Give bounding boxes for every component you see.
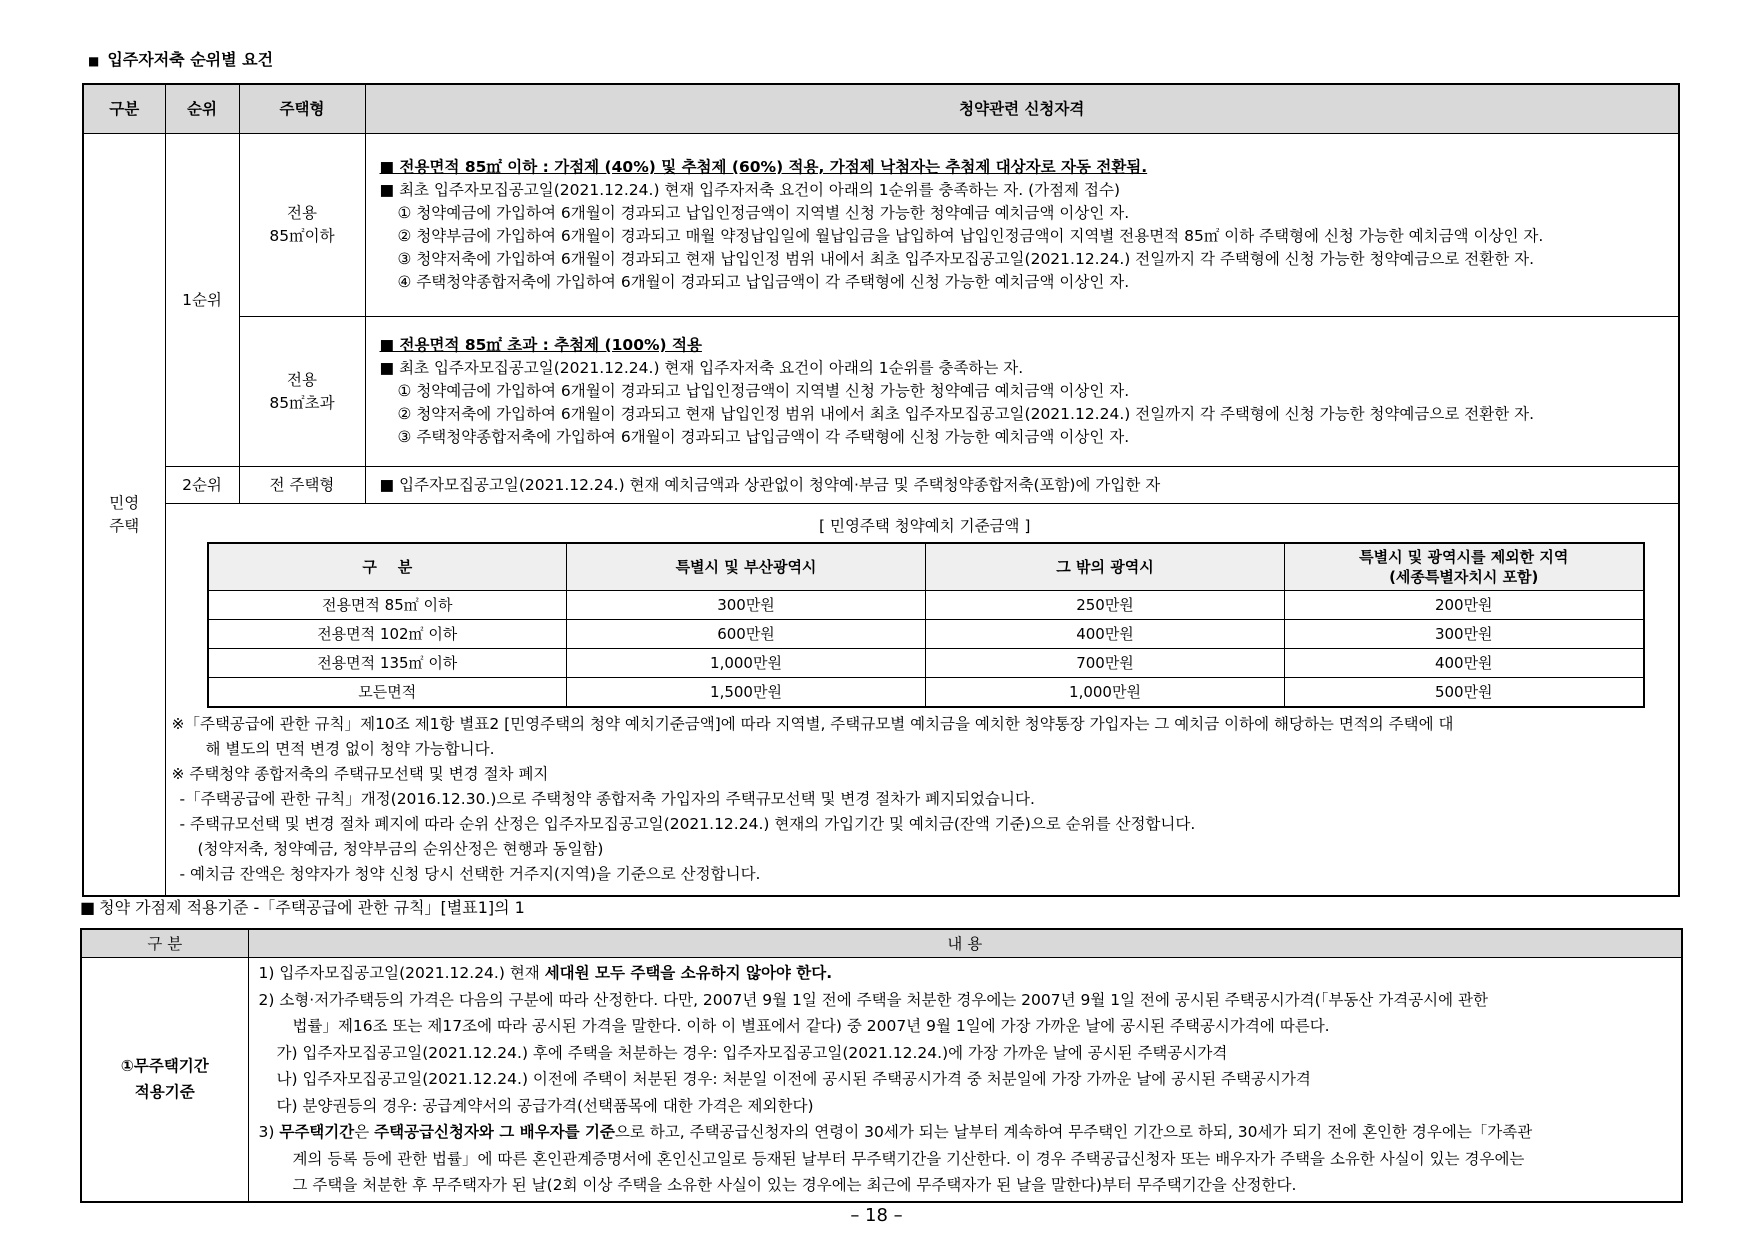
under85-item-1: ① 청약예금에 가입하여 6개월이 경과되고 납입인정금액이 지역별 신청 가능한 청약예금 예치금액 이상인 자. [397,204,1130,222]
header-rank: 순위 [165,84,239,134]
deposit-header-category: 구 분 [208,543,567,591]
deposit-value: 400만원 [926,620,1285,649]
subscription-rank-table [82,83,1680,897]
rank-2: 2순위 [165,467,239,504]
section-1-title-text: 입주자저축 순위별 요건 [107,50,274,69]
table3-header-row [81,929,1682,958]
note-2-b: - 주택규모선택 및 변경 절차 폐지에 따라 순위 산정은 입주자모집공고일(2021.12.24.) 현재의 가입기간 및 예치금(잔액 기준)으로 순위를 산정합니다. [179,815,1196,833]
deposit-value: 1,000만원 [926,678,1285,708]
t3-l3-mid: 은 [354,1123,375,1141]
row-rank2 [83,467,1679,504]
t3-line-2a: 2) 소형·저가주택등의 가격은 다음의 구분에 따라 산정한다. 다만, 2007년 9월 1일 전에 주택을 처분한 경우에는 2007년 9월 1일 전에 공시된 주택공시가격(「부동산 가격공시에 관한 [258,990,1488,1009]
t3-l3-bold-1: 무주택기간 [279,1123,355,1141]
t3-line-3b: 계의 등록 등에 관한 법률」에 따른 혼인관계증명서에 혼인신고일로 등재된 날부터 무주택기간을 기산한다. 이 경우 주택공급신청자 또는 배우자가 주택을 소유한 사실이 있는 경우에는 [292,1149,1525,1168]
deposit-area: 전용면적 102㎡ 이하 [208,620,567,649]
t3-line-2-da: 다) 분양권등의 경우: 공급계약서의 공급가격(선택품목에 대한 가격은 제외한다) [276,1096,814,1115]
deposit-header-other-metro: 그 밖의 광역시 [926,543,1285,591]
header-eligibility: 청약관련 신청자격 [365,84,1679,134]
deposit-value: 500만원 [1285,678,1644,708]
deposit-title: [ 민영주택 청약예치 기준금액 ] [819,517,1031,535]
over85-item-1: ① 청약예금에 가입하여 6개월이 경과되고 납입인정금액이 지역별 신청 가능한 청약예금 예치금액 이상인 자. [397,382,1130,400]
note-2-b-cont: (청약저축, 청약예금, 청약부금의 순위산정은 현행과 동일함) [197,840,604,858]
over85-title: ■ 전용면적 85㎡ 초과 : 추첨제 (100%) 적용 [379,336,702,354]
t3-line-2b: 법률」제16조 또는 제17조에 따라 공시된 가격을 말한다. 이하 이 별표에서 같다) 중 2007년 9월 1일에 가장 가까운 날에 공시된 주택공시가격에 따른다. [292,1017,1330,1035]
under85-item-4: ④ 주택청약종합저축에 가입하여 6개월이 경과되고 납입금액이 각 주택형에 신청 가능한 예치금액 이상인 자. [397,273,1130,291]
t3-line-1-bold: 세대원 모두 주택을 소유하지 않아야 한다. [544,964,833,982]
t3-line-3a [259,1119,1674,1146]
rank-1: 1순위 [165,134,239,467]
table-row [208,678,1644,708]
under85-item-3: ③ 청약저축에 가입하여 6개월이 경과되고 현재 납입인정 범위 내에서 최초 입주자모집공고일(2021.12.24.) 전일까지 각 주택형에 신청 가능한 청약예금으로 전환한 자. [397,250,1534,268]
deposit-header-other-regions: 특별시 및 광역시를 제외한 지역 (세종특별자치시 포함) [1285,543,1644,591]
t3-l3-pre: 3) [258,1123,280,1141]
table-row [208,649,1644,678]
section-1-title [88,48,273,73]
under85-intro: ■ 최초 입주자모집공고일(2021.12.24.) 현재 입주자저축 요건이 아래의 1순위를 충족하는 자. (가점제 접수) [379,181,1121,199]
deposit-area: 전용면적 85㎡ 이하 [208,591,567,620]
note-2: ※ 주택청약 종합저축의 주택규모선택 및 변경 절차 폐지 [171,765,549,783]
deposit-value: 200만원 [1285,591,1644,620]
type-all: 전 주택형 [239,467,365,504]
deposit-area: 모든면적 [208,678,567,708]
deposit-value: 400만원 [1285,649,1644,678]
deposit-notes [172,712,1679,887]
deposit-value: 600만원 [567,620,926,649]
deposit-value: 1,500만원 [567,678,926,708]
section-2-title [80,896,525,920]
detail-over85 [365,317,1679,467]
table3-header-category: 구 분 [81,929,248,958]
note-2-a: -「주택공급에 관한 규칙」개정(2016.12.30.)으로 주택청약 종합저축 가입자의 주택규모선택 및 변경 절차가 폐지되었습니다. [179,790,1035,808]
table1-header-row [83,84,1679,134]
deposit-table [207,542,1645,708]
note-1-cont: 해 별도의 면적 변경 없이 청약 가능합니다. [205,740,495,758]
row-deposit [83,504,1679,897]
t3-line-3c: 그 주택을 처분한 후 무주택자가 된 날(2회 이상 주택을 소유한 사실이 있는 경우에는 최근에 무주택자가 된 날을 말한다)부터 무주택기간을 산정한다. [292,1176,1297,1194]
header-housing-type: 주택형 [239,84,365,134]
note-1: ※「주택공급에 관한 규칙」제10조 제1항 별표2 [민영주택의 청약 예치기준금액]에 따라 지역별, 주택규모별 예치금을 예치한 청약통장 가입자는 그 예치금 이하에 해당하는 면적의 주택에 대 [171,715,1454,733]
table3-row [81,958,1682,1202]
category-private-housing: 민영 주택 [83,134,165,897]
under85-item-2: ② 청약부금에 가입하여 6개월이 경과되고 매월 약정납입일에 월납입금을 납입하여 납입인정금액이 지역별 전용면적 85㎡ 이하 주택형에 신청 가능한 예치금액 이상인 자. [397,227,1544,245]
header-category: 구분 [83,84,165,134]
deposit-value: 300만원 [1285,620,1644,649]
t3-line-2-na: 나) 입주자모집공고일(2021.12.24.) 이전에 주택이 처분된 경우: 처분일 이전에 공시된 주택공시가격 중 처분일에 가장 가까운 날에 공시된 주택공시가격 [276,1070,1311,1088]
rank2-text: ■ 입주자모집공고일(2021.12.24.) 현재 예치금액과 상관없이 청약예·부금 및 주택청약종합저축(포함)에 가입한 자 [365,467,1679,504]
under85-title: ■ 전용면적 85㎡ 이하 : 가점제 (40%) 및 추첨제 (60%) 적용, 가점제 낙첨자는 추첨제 대상자로 자동 전환됨. [379,158,1148,176]
homeless-period-table [80,928,1683,1203]
table3-category: ①무주택기간 적용기준 [81,958,248,1202]
t3-line-1-text: 1) 입주자모집공고일(2021.12.24.) 현재 [258,964,545,982]
type-under85: 전용 85㎡이하 [239,134,365,317]
over85-item-2: ② 청약저축에 가입하여 6개월이 경과되고 현재 납입인정 범위 내에서 최초 입주자모집공고일(2021.12.24.) 전일까지 각 주택형에 신청 가능한 청약예금으로 전환한 자. [397,405,1534,423]
page-number: – 18 – [850,1205,903,1226]
deposit-header-special-busan: 특별시 및 부산광역시 [567,543,926,591]
table-row [208,620,1644,649]
deposit-value: 250만원 [926,591,1285,620]
section-1-bullet: ■ [88,54,100,68]
table-row [208,591,1644,620]
deposit-value: 1,000만원 [567,649,926,678]
deposit-header-row [208,543,1644,591]
deposit-value: 300만원 [567,591,926,620]
t3-line-1 [259,960,1674,987]
type-over85: 전용 85㎡초과 [239,317,365,467]
t3-line-2-ga: 가) 입주자모집공고일(2021.12.24.) 후에 주택을 처분하는 경우: 입주자모집공고일(2021.12.24.)에 가장 가까운 날에 공시된 주택공시가격 [276,1043,1228,1062]
row-over85 [83,317,1679,467]
row-under85 [83,134,1679,317]
section-2-bullet: ■ [80,898,96,917]
detail-under85 [365,134,1679,317]
deposit-value: 700만원 [926,649,1285,678]
t3-l3-rest: 으로 하고, 주택공급신청자의 연령이 30세가 되는 날부터 계속하여 무주택인 기간으로 하되, 30세가 되기 전에 혼인한 경우에는「가족관 [614,1123,1533,1141]
note-2-c: - 예치금 잔액은 청약자가 청약 신청 당시 선택한 거주지(지역)을 기준으로 산정합니다. [179,865,761,883]
deposit-section [165,504,1679,897]
over85-item-3: ③ 주택청약종합저축에 가입하여 6개월이 경과되고 납입금액이 각 주택형에 신청 가능한 예치금액 이상인 자. [397,428,1130,446]
table3-header-content: 내 용 [248,929,1682,958]
deposit-area: 전용면적 135㎡ 이하 [208,649,567,678]
table3-content [248,958,1682,1202]
t3-l3-bold-2: 주택공급신청자와 그 배우자를 기준 [374,1123,615,1141]
over85-intro: ■ 최초 입주자모집공고일(2021.12.24.) 현재 입주자저축 요건이 아래의 1순위를 충족하는 자. [379,359,1024,377]
section-2-title-text: 청약 가점제 적용기준 -「주택공급에 관한 규칙」[별표1]의 1 [99,898,525,917]
